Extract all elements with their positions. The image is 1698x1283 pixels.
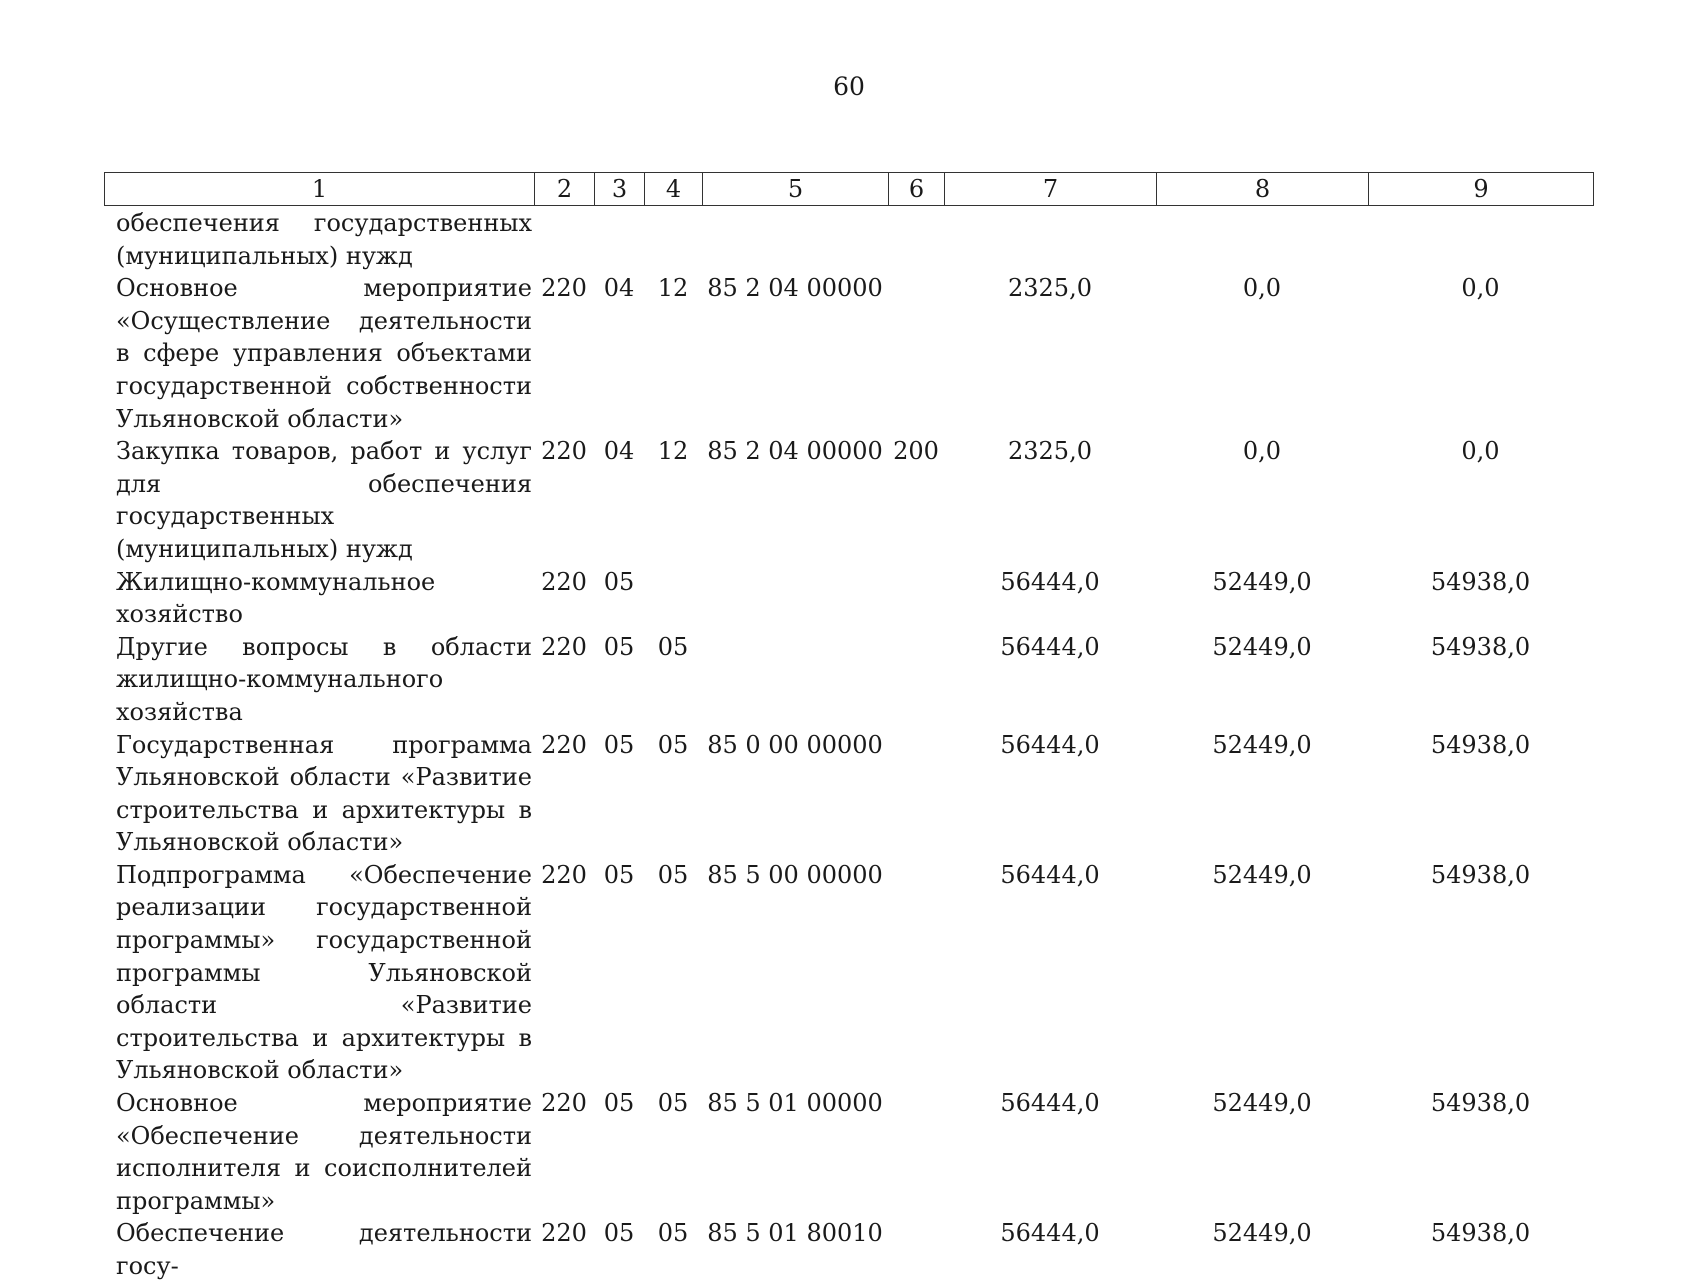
row-amount-2: 52449,0 [1212,1089,1312,1118]
row-target: 85 2 04 00000 [707,437,883,466]
row-amount-1: 56444,0 [1000,1219,1100,1248]
row-code: 220 [541,730,587,759]
header-col-5: 5 [703,173,889,206]
row-target: 85 5 01 00000 [707,1089,883,1118]
row-target: 85 0 00 00000 [707,730,883,759]
table-row [104,631,1593,729]
row-amount-3: 54938,0 [1430,632,1531,661]
row-code: 220 [541,860,587,889]
row-name: Основное мероприятие «Осуществление деятельности в сфере управления объектами государственной собственности Ульяновской области» [116,274,532,433]
row-subsection: 05 [657,730,689,759]
row-amount-1: 2325,0 [1008,274,1092,303]
header-col-7: 7 [945,173,1157,206]
row-amount-3: 54938,0 [1430,1089,1531,1118]
row-name: Основное мероприятие «Обеспечение деятельности исполнителя и соисполнителей программы» [116,1089,532,1215]
row-amount-1: 56444,0 [1000,860,1100,889]
row-subsection: 05 [657,1089,689,1118]
row-target: 85 5 01 80010 [707,1219,883,1248]
row-name: Закупка товаров, работ и услуг для обеспечения государственных (муниципальных) нужд [116,437,532,563]
row-code: 220 [541,567,587,596]
row-section: 05 [603,632,635,661]
row-section: 05 [603,1089,635,1118]
header-col-4: 4 [645,173,703,206]
row-amount-2: 0,0 [1242,437,1282,466]
row-subsection: 05 [657,860,689,889]
row-amount-3: 0,0 [1461,274,1500,303]
row-name: Подпрограмма «Обеспечение реализации государственной программы» государственной программы Ульяновской области «Развитие строительства и архитектуры в Ульяновской области» [116,860,532,1085]
row-name: обеспечения государственных (муниципальных) нужд [116,209,532,270]
header-col-8: 8 [1157,173,1369,206]
row-section: 04 [603,274,635,303]
row-amount-3: 54938,0 [1430,860,1531,889]
row-amount-2: 0,0 [1242,274,1282,303]
header-col-2: 2 [535,173,595,206]
row-amount-2: 52449,0 [1212,632,1312,661]
table-row [104,859,1593,1087]
row-expense-type: 200 [893,437,939,466]
table-row [104,435,1593,565]
table-row [104,207,1593,272]
row-subsection: 05 [657,1219,689,1248]
row-target: 85 2 04 00000 [707,274,883,303]
table-row [104,1087,1593,1217]
row-section: 05 [603,730,635,759]
row-name: Жилищно-коммунальное хозяйство [116,567,436,629]
row-name: Другие вопросы в области жилищно-коммунального хозяйства [116,632,532,726]
row-section: 05 [603,1219,635,1248]
row-amount-1: 56444,0 [1000,730,1100,759]
row-amount-2: 52449,0 [1212,567,1312,596]
row-section: 04 [603,437,635,466]
header-col-1: 1 [105,173,535,206]
row-amount-3: 54938,0 [1430,1219,1531,1248]
table-body [104,207,1593,1283]
row-section: 05 [603,860,635,889]
row-amount-3: 0,0 [1461,437,1500,466]
header-col-3: 3 [595,173,645,206]
table-row [104,566,1593,631]
row-name: Обеспечение деятельности госу- [116,1219,532,1280]
row-subsection: 12 [657,437,689,466]
row-amount-2: 52449,0 [1212,1219,1312,1248]
row-amount-1: 56444,0 [1000,1089,1100,1118]
row-code: 220 [541,437,587,466]
row-target: 85 5 00 00000 [707,860,883,889]
row-amount-1: 56444,0 [1000,632,1100,661]
table-row [104,272,1593,435]
row-amount-3: 54938,0 [1430,567,1531,596]
table-row [104,729,1593,859]
row-code: 220 [541,1219,587,1248]
header-col-6: 6 [889,173,945,206]
table-header [104,172,1594,206]
row-subsection: 05 [657,632,689,661]
row-amount-1: 56444,0 [1000,567,1100,596]
page-number: 60 [833,72,865,101]
row-amount-2: 52449,0 [1212,860,1312,889]
table-row [104,1217,1593,1282]
row-amount-3: 54938,0 [1430,730,1531,759]
row-name: Государственная программа Ульяновской области «Развитие строительства и архитектуры в Ульяновской области» [116,730,532,857]
row-section: 05 [603,567,635,596]
row-subsection: 12 [657,274,689,303]
row-code: 220 [541,274,587,303]
row-amount-1: 2325,0 [1008,437,1092,466]
row-code: 220 [541,1089,587,1118]
header-col-9: 9 [1369,173,1594,206]
row-code: 220 [541,632,587,661]
row-amount-2: 52449,0 [1212,730,1312,759]
